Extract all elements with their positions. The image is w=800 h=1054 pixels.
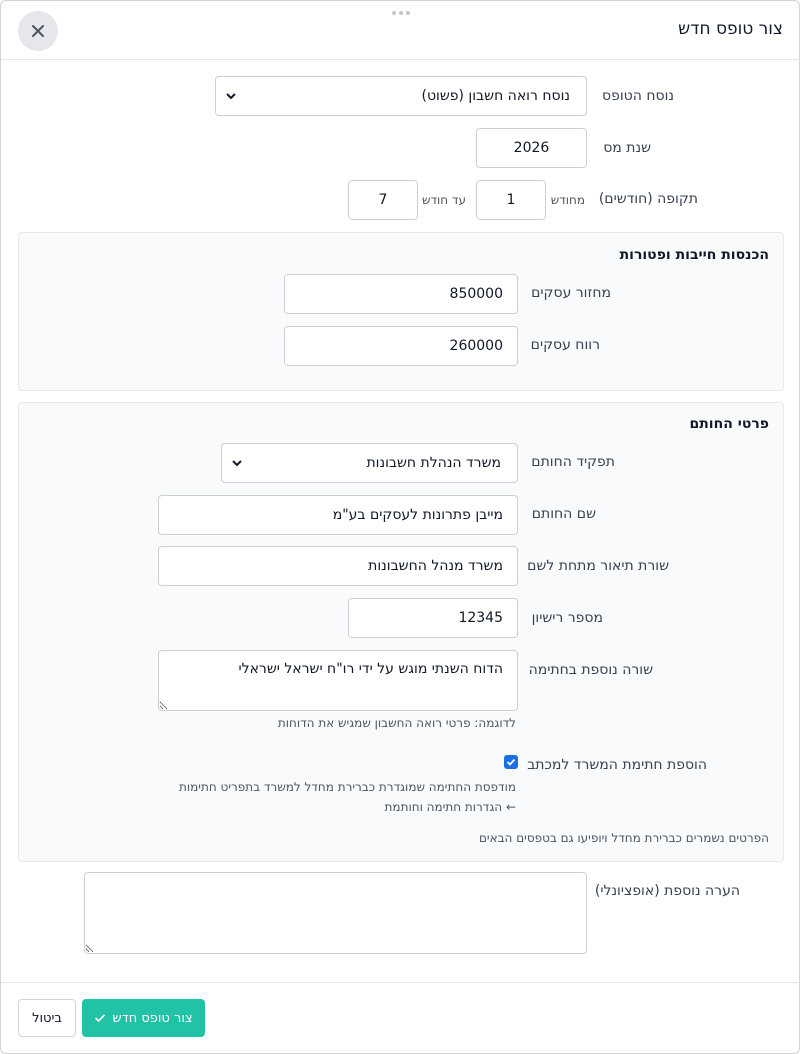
- form-version-label: נוסח הטופס: [602, 88, 674, 104]
- form-version-select[interactable]: [215, 76, 587, 116]
- description-line-input[interactable]: [158, 546, 518, 586]
- license-number-label: מספר רישיון: [531, 610, 603, 626]
- note-label: הערה נוספת (אופציונלי): [594, 883, 740, 899]
- to-month-input[interactable]: [348, 180, 418, 220]
- turnover-input[interactable]: [284, 274, 518, 314]
- create-form-button[interactable]: [82, 999, 205, 1037]
- header-divider: [1, 59, 800, 60]
- footer-divider: [1, 982, 800, 983]
- cancel-button[interactable]: ביטול: [18, 999, 76, 1037]
- create-form-button-label: צור טופס חדש: [112, 1010, 193, 1026]
- check-icon: [506, 757, 516, 767]
- from-month-label: מחודש: [550, 193, 585, 207]
- chevron-down-icon: [224, 89, 238, 103]
- description-line-label: שורת תיאור מתחת לשם: [527, 558, 669, 574]
- income-section-title: הכנסות חייבות ופטורות: [619, 247, 769, 263]
- check-icon: [94, 1012, 106, 1024]
- extra-line-label: שורה נוספת בחתימה: [528, 662, 653, 678]
- stamp-label: הוספת חתימת המשרד למכתב: [527, 757, 707, 773]
- close-button[interactable]: [18, 11, 58, 51]
- signer-footer-note: הפרטים נשמרים כברירת מחדל ויופיעו גם בטפסים הבאים: [478, 831, 769, 845]
- from-month-input[interactable]: [476, 180, 546, 220]
- profit-input[interactable]: [284, 326, 518, 366]
- signature-settings-link[interactable]: ← הגדרות חתימה וחותמת: [384, 800, 516, 814]
- extra-line-textarea[interactable]: [158, 650, 518, 711]
- stamp-checkbox[interactable]: [504, 755, 518, 769]
- turnover-label: מחזור עסקים: [531, 285, 611, 301]
- close-icon: [31, 24, 45, 38]
- note-textarea[interactable]: [84, 872, 587, 954]
- signer-role-value: משרד הנהלת חשבונות: [366, 455, 501, 471]
- profit-label: רווח עסקים: [530, 337, 600, 353]
- license-number-input[interactable]: [348, 598, 518, 638]
- signer-name-input[interactable]: [158, 495, 518, 535]
- chevron-down-icon: [230, 456, 244, 470]
- tax-year-label: שנת מס: [603, 140, 651, 156]
- signer-name-label: שם החותם: [531, 506, 596, 522]
- drag-handle[interactable]: [392, 11, 412, 17]
- extra-line-hint: לדוגמה: פרטי רואה החשבון שמגיש את הדוחות: [277, 716, 516, 730]
- form-version-value: נוסח רואה חשבון (פשוט): [421, 88, 570, 104]
- tax-year-input[interactable]: [476, 128, 587, 168]
- stamp-hint: מודפסת החתימה שמוגדרת כברירת מחדל למשרד בתפריט חתימות: [179, 780, 516, 794]
- signer-section-title: פרטי החותם: [689, 416, 769, 432]
- signer-role-select[interactable]: [221, 443, 518, 483]
- to-month-label: עד חודש: [421, 193, 466, 207]
- period-label: תקופה (חודשים): [598, 191, 698, 207]
- signer-role-label: תפקיד החותם: [531, 454, 615, 470]
- modal-title: צור טופס חדש: [678, 19, 783, 39]
